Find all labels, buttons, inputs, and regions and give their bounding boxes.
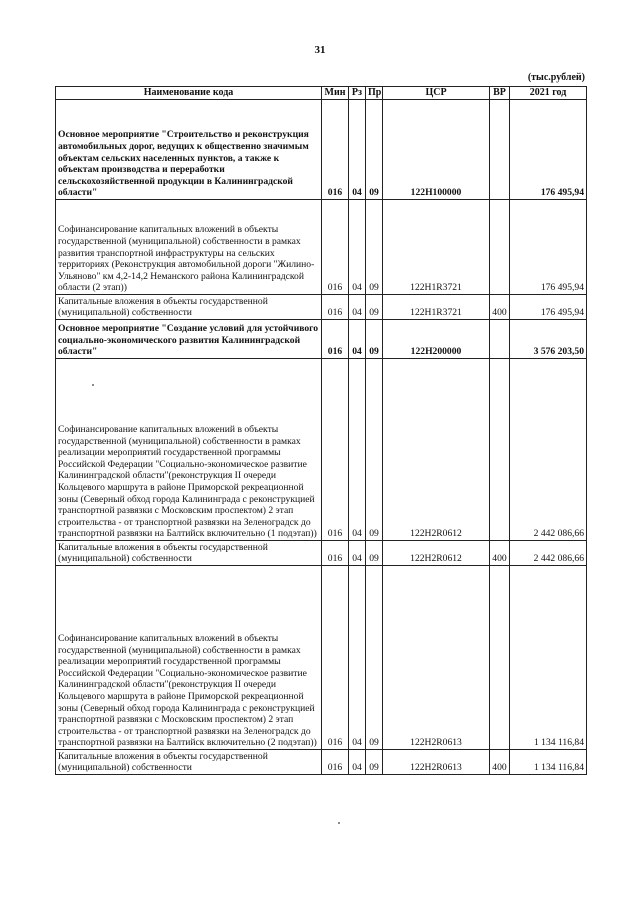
row-min: 016 [322,359,349,541]
row-amount: 176 495,94 [510,295,587,320]
row-amount: 3 576 203,50 [510,320,587,359]
header-vr: ВР [490,87,510,100]
header-pr: Пр [366,87,383,100]
row-vr: 400 [490,295,510,320]
row-vr [490,359,510,541]
row-rz: 04 [349,295,366,320]
row-rz: 04 [349,566,366,750]
row-rz: 04 [349,100,366,200]
table-header-row [56,87,587,100]
row-pr: 09 [366,541,383,566]
row-min: 016 [322,566,349,750]
row-rz: 04 [349,359,366,541]
row-pr: 09 [366,750,383,775]
row-name: Софинансирование капитальных вложений в объекты государственной (муниципальной) собственности в рамках развития транспортной инфраструктуры на сельских территориях (Реконструкция автомобильной дороги "Жилино-Ульяново" км 4,2-14,2 Неманского района Калининградской области (2 этап)) [56,200,322,295]
table-row [56,320,587,359]
row-rz: 04 [349,200,366,295]
row-amount: 1 134 116,84 [510,750,587,775]
row-csr: 122H2R0612 [383,541,490,566]
table-row [56,295,587,320]
row-vr [490,100,510,200]
row-csr: 122H1R3721 [383,200,490,295]
row-name: Основное мероприятие "Строительство и реконструкция автомобильных дорог, ведущих к общественно значимым объектам сельских населенных пунктов, а также к объектам производства и переработки сельскохозяйственной продукции в Калининградской области" [56,100,322,200]
row-amount: 176 495,94 [510,100,587,200]
page-number: 31 [314,44,326,56]
row-min: 016 [322,200,349,295]
row-name: Капитальные вложения в объекты государственной (муниципальной) собственности [56,750,322,775]
row-pr: 09 [366,566,383,750]
table-row [56,541,587,566]
row-pr: 09 [366,320,383,359]
header-rz: Рз [349,87,366,100]
row-pr: 09 [366,100,383,200]
row-amount: 1 134 116,84 [510,566,587,750]
row-csr: 122H1R3721 [383,295,490,320]
header-csr: ЦСР [383,87,490,100]
row-vr: 400 [490,750,510,775]
table-row [56,100,587,200]
row-name: Софинансирование капитальных вложений в объекты государственной (муниципальной) собственности в рамках реализации мероприятий государственной программы Российской Федерации "Социально-экономическое развитие Калининградской области"(реконструкция II очереди Кольцевого маршрута в районе Приморской рекреационной зоны (Северный обход города Калининграда с реконструкцией транспортной развязки с Московским проспектом) 2 этап строительства - от транспортной развязки на Зеленоградск до транспортной развязки на Балтийск включительно (1 подэтап)) [56,359,322,541]
header-name: Наименование кода [56,87,322,100]
row-amount: 176 495,94 [510,200,587,295]
table-row [56,359,587,541]
row-rz: 04 [349,750,366,775]
row-csr: 122H100000 [383,100,490,200]
row-min: 016 [322,100,349,200]
table-row [56,566,587,750]
row-pr: 09 [366,359,383,541]
row-rz: 04 [349,541,366,566]
header-min: Мин [322,87,349,100]
table-row [56,750,587,775]
row-pr: 09 [366,295,383,320]
scan-speck [338,822,340,824]
row-min: 016 [322,295,349,320]
row-name: Софинансирование капитальных вложений в объекты государственной (муниципальной) собственности в рамках реализации мероприятий государственной программы Российской Федерации "Социально-экономическое развитие Калининградской области"(реконструкция II очереди Кольцевого маршрута в районе Приморской рекреационной зоны (Северный обход города Калининграда с реконструкцией транспортной развязки с Московским проспектом) 2 этап строительства - от транспортной развязки на Зеленоградск до транспортной развязки на Балтийск включительно (2 подэтап)) [56,566,322,750]
table-row [56,200,587,295]
row-name: Основное мероприятие "Создание условий для устойчивого социально-экономического развития Калининградской области" [56,320,322,359]
row-min: 016 [322,541,349,566]
row-vr [490,320,510,359]
row-csr: 122H2R0612 [383,359,490,541]
row-amount: 2 442 086,66 [510,359,587,541]
row-name: Капитальные вложения в объекты государственной (муниципальной) собственности [56,541,322,566]
header-amount: 2021 год [510,87,587,100]
row-pr: 09 [366,200,383,295]
row-name: Капитальные вложения в объекты государственной (муниципальной) собственности [56,295,322,320]
row-vr [490,566,510,750]
scan-speck [92,384,94,386]
row-csr: 122H2R0613 [383,566,490,750]
row-min: 016 [322,750,349,775]
row-csr: 122H2R0613 [383,750,490,775]
row-min: 016 [322,320,349,359]
row-amount: 2 442 086,66 [510,541,587,566]
row-csr: 122H200000 [383,320,490,359]
row-vr: 400 [490,541,510,566]
budget-table [55,86,587,775]
row-rz: 04 [349,320,366,359]
units-note: (тыс.рублей) [527,72,585,83]
row-vr [490,200,510,295]
